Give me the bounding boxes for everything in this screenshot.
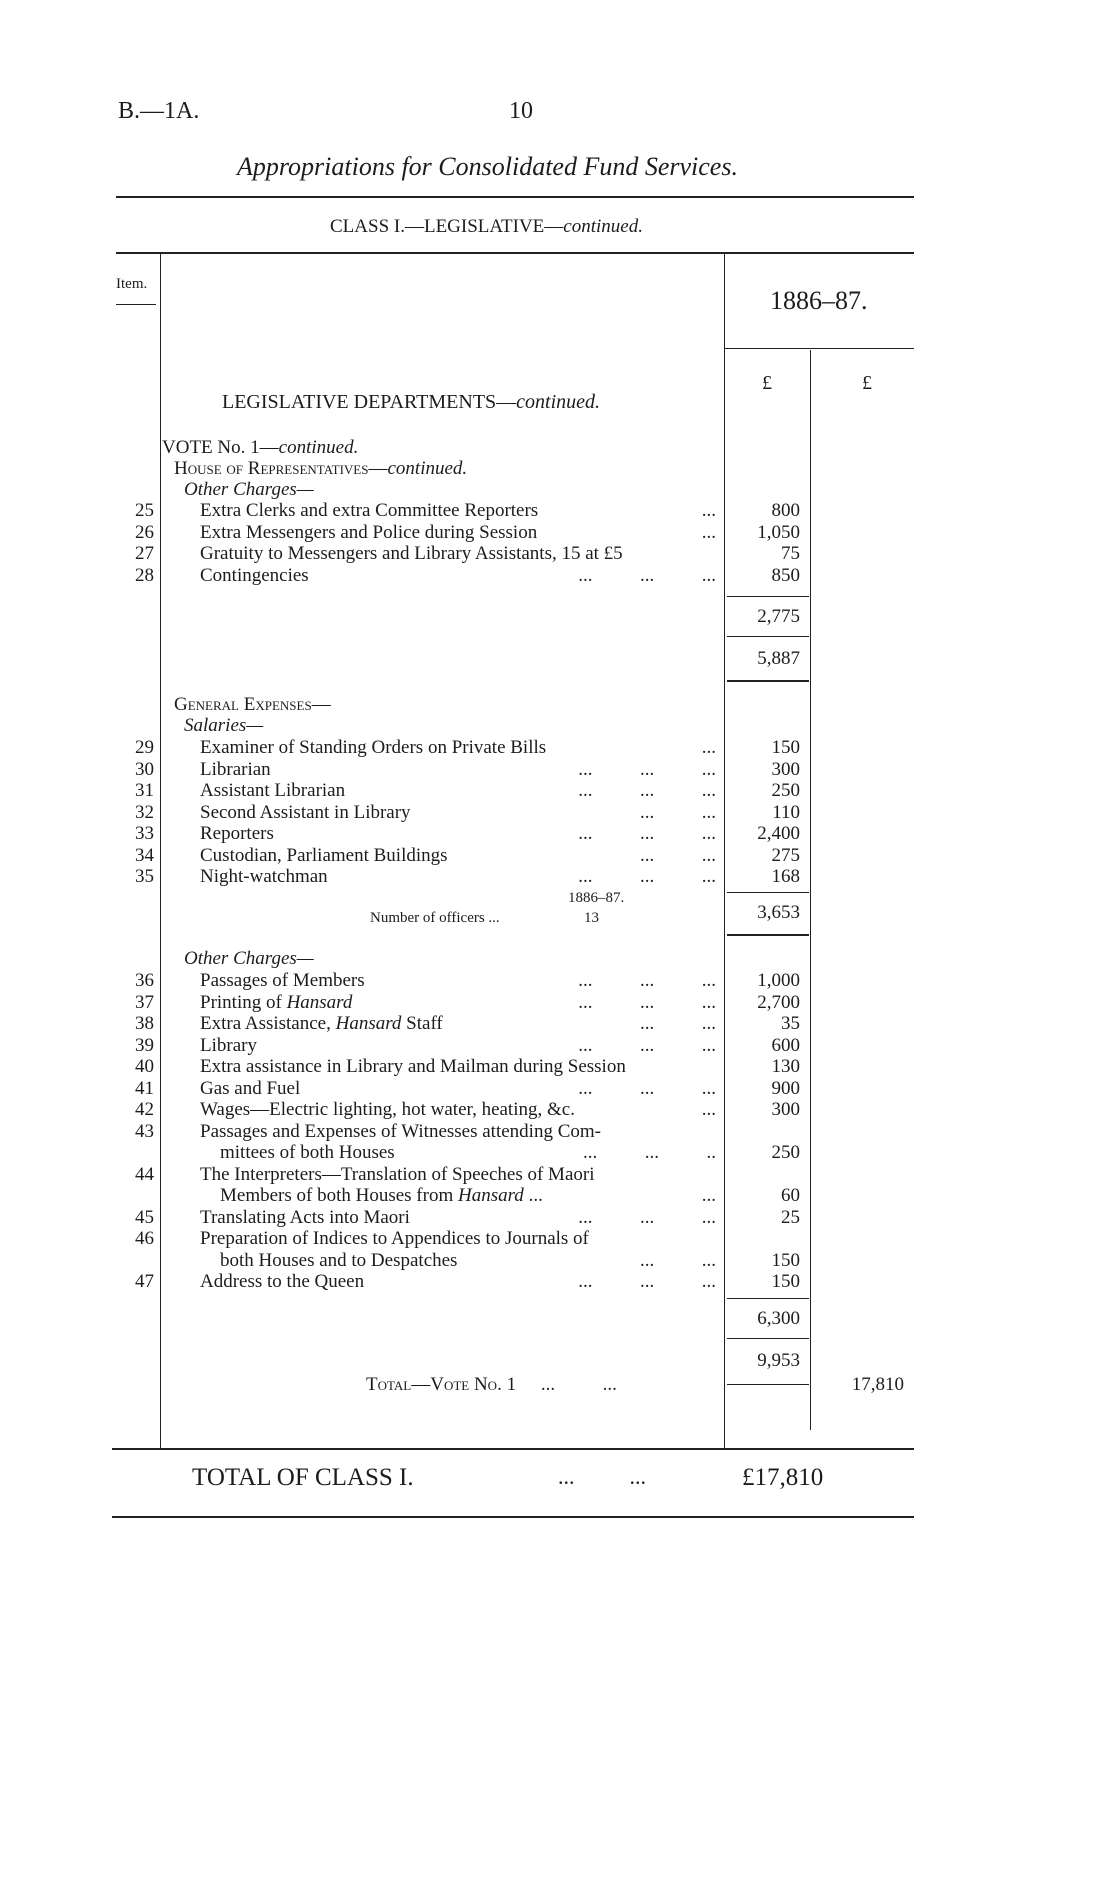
table-top-rule: [116, 252, 914, 254]
vote-label-continued: continued.: [278, 437, 359, 458]
item-number: 32: [135, 801, 154, 823]
page-number: 10: [509, 98, 533, 124]
item-amount: 110: [772, 801, 800, 823]
item-leader-dots: ... ... ...: [578, 823, 716, 844]
item-description: Address to the Queen: [200, 1271, 365, 1292]
item-description: Gas and Fuel: [200, 1077, 301, 1099]
item-description: The Interpreters—Translation of Speeches of Maori: [200, 1163, 595, 1185]
item-leader-dots: ... ...: [640, 801, 716, 823]
vote-total-label: Total—Vote No. 1: [366, 1374, 517, 1395]
item-amount: 900: [771, 1077, 800, 1099]
class-total-dots: ... ...: [558, 1464, 646, 1489]
item-number: 30: [135, 758, 154, 780]
item-description: Contingencies: [200, 564, 309, 586]
page-title: Appropriations for Consolidated Fund Services.: [237, 152, 738, 181]
item-amount: 150: [771, 1271, 800, 1292]
class-heading-continued: continued.: [563, 216, 643, 237]
item-number: 45: [135, 1206, 154, 1228]
item-number: 36: [135, 970, 154, 991]
item-description: Custodian, Parliament Buildings: [200, 844, 448, 866]
item-leader-dots: ... ... ...: [578, 991, 716, 1013]
item-description: Passages of Members: [200, 970, 365, 991]
item-amount: 300: [771, 1099, 800, 1120]
house-subtotal: 2,775: [757, 606, 800, 627]
class-total-rule: [112, 1516, 914, 1518]
house-subtotal-rule: [727, 596, 809, 597]
item-description: Wages—Electric lighting, hot water, heating, &c.: [200, 1099, 575, 1120]
item-number: 47: [135, 1271, 154, 1292]
item-description: Examiner of Standing Orders on Private Bills: [200, 737, 547, 758]
officers-year: 1886–87.: [568, 890, 625, 906]
year-rule: [724, 348, 914, 349]
item-amount: 75: [781, 543, 800, 564]
item-leader-dots: ... ...: [640, 1249, 716, 1271]
general-other-charges-heading: Other Charges—: [184, 948, 314, 969]
item-amount: 300: [771, 758, 800, 780]
item-leader-dots: ... ... ...: [578, 1271, 716, 1292]
item-leader-dots: ...: [701, 521, 716, 543]
item-description: Night-watchman: [200, 866, 328, 887]
item-description: Assistant Librarian: [200, 780, 346, 801]
vote-total-amount: 17,810: [851, 1374, 904, 1395]
other-subtotal: 6,300: [757, 1308, 800, 1329]
item-amount: 130: [771, 1056, 800, 1077]
item-description: Members of both Houses from Hansard ...: [220, 1185, 543, 1206]
item-number: 28: [135, 564, 154, 586]
class-heading-main: CLASS I.—LEGISLATIVE—: [330, 216, 564, 237]
item-leader-dots: ... ... ...: [578, 1034, 716, 1056]
item-description: Passages and Expenses of Witnesses attending Com-: [200, 1120, 601, 1142]
item-amount: 800: [771, 500, 800, 521]
item-amount: 150: [771, 737, 800, 758]
title-rule: [116, 196, 914, 198]
house-subtotal-under-rule: [727, 636, 809, 637]
item-description: Preparation of Indices to Appendices to Journals of: [200, 1228, 589, 1249]
item-description: Gratuity to Messengers and Library Assistants, 15 at £5: [200, 543, 623, 564]
pound-sign-col2: £: [862, 372, 872, 394]
general-total: 9,953: [757, 1350, 800, 1371]
item-number: 42: [135, 1099, 154, 1120]
class-total-label: TOTAL OF CLASS I.: [192, 1464, 414, 1491]
item-description: Translating Acts into Maori: [200, 1206, 410, 1228]
item-leader-dots: ... ...: [640, 844, 716, 866]
departments-heading-continued: continued.: [516, 391, 601, 413]
item-column-divider: [160, 254, 161, 1448]
document-reference: B.—1A.: [118, 98, 200, 124]
house-heading-main: House of Representatives—: [174, 458, 388, 479]
item-number: 31: [135, 780, 154, 801]
house-heading: [174, 458, 467, 479]
item-label-rule: [116, 304, 156, 305]
item-number: 38: [135, 1013, 154, 1034]
item-number: 26: [135, 521, 154, 543]
class-total-amount: £17,810: [742, 1464, 824, 1491]
table-bottom-rule: [112, 1448, 914, 1450]
item-leader-dots: ... ... ...: [578, 758, 716, 780]
other-subtotal-under-rule: [727, 1338, 809, 1339]
item-leader-dots: ... ... ...: [578, 564, 716, 586]
item-amount: 250: [771, 1142, 800, 1163]
salaries-heading: Salaries—: [184, 715, 264, 736]
salary-subtotal: 3,653: [757, 902, 800, 923]
item-amount: 1,000: [757, 970, 800, 991]
item-leader-dots: ...: [701, 737, 716, 758]
item-number: 37: [135, 991, 154, 1013]
item-leader-dots: ...: [701, 500, 716, 521]
item-description: Extra Assistance, Hansard Staff: [200, 1013, 443, 1034]
departments-heading-main: LEGISLATIVE DEPARTMENTS—: [222, 391, 517, 413]
item-description: Librarian: [200, 758, 271, 780]
salary-subtotal-under-rule: [727, 934, 809, 936]
vote-label: VOTE No. 1—: [162, 437, 279, 458]
pound-sign-col1: £: [762, 372, 772, 394]
item-number: 34: [135, 844, 154, 866]
item-amount: 1,050: [757, 521, 800, 543]
item-number: 40: [135, 1056, 154, 1077]
other-subtotal-rule: [727, 1298, 809, 1299]
item-amount: 35: [781, 1013, 800, 1034]
item-description: Extra Clerks and extra Committee Reporters: [200, 500, 539, 521]
item-description: Second Assistant in Library: [200, 801, 411, 823]
item-amount: 25: [781, 1206, 800, 1228]
general-total-rule: [727, 1384, 809, 1385]
item-leader-dots: ... ... ...: [578, 1077, 716, 1099]
salary-subtotal-rule: [727, 892, 809, 893]
item-description: Extra assistance in Library and Mailman during Session: [200, 1056, 626, 1077]
item-description: both Houses and to Despatches: [220, 1249, 458, 1271]
amount-column-divider-left: [724, 254, 725, 1448]
item-leader-dots: ...: [701, 1185, 716, 1206]
officers-count: 13: [584, 910, 599, 926]
item-amount: 60: [781, 1185, 800, 1206]
officers-label: Number of officers ...: [370, 910, 500, 926]
item-amount: 250: [771, 780, 800, 801]
item-number: 25: [135, 500, 154, 521]
vote-total-dots: ... ...: [540, 1374, 617, 1395]
item-number: 43: [135, 1120, 154, 1142]
item-number: 33: [135, 823, 154, 844]
item-number: 27: [135, 543, 154, 564]
amount-column-divider-mid: [810, 350, 811, 1430]
house-other-charges-heading: Other Charges—: [184, 479, 314, 500]
vote-total-row: [366, 1374, 617, 1395]
item-description: Library: [200, 1034, 257, 1056]
item-number: 35: [135, 866, 154, 887]
item-description: mittees of both Houses: [220, 1142, 395, 1163]
house-heading-continued: continued.: [387, 458, 468, 479]
house-total-rule: [727, 680, 809, 682]
item-leader-dots: ... ...: [640, 1013, 716, 1034]
item-amount: 275: [771, 844, 800, 866]
item-leader-dots: ... ... ...: [578, 866, 716, 887]
item-amount: 600: [771, 1034, 800, 1056]
item-amount: 2,400: [757, 823, 800, 844]
item-description: Extra Messengers and Police during Session: [200, 521, 538, 543]
item-amount: 2,700: [757, 991, 800, 1013]
general-expenses-heading: General Expenses—: [174, 694, 331, 715]
year-heading: 1886–87.: [770, 286, 868, 315]
item-number: 39: [135, 1034, 154, 1056]
item-number: 46: [135, 1228, 154, 1249]
item-description: Printing of Hansard: [200, 991, 353, 1013]
item-number: 44: [135, 1163, 154, 1185]
item-leader-dots: ... ... ...: [578, 1206, 716, 1228]
item-leader-dots: ...: [701, 1099, 716, 1120]
item-amount: 850: [771, 564, 800, 586]
item-leader-dots: ... ... ..: [583, 1142, 716, 1163]
house-total: 5,887: [757, 648, 800, 669]
vote-heading: [162, 437, 358, 458]
class-heading: [330, 216, 643, 238]
item-leader-dots: ... ... ...: [578, 970, 716, 991]
item-description: Reporters: [200, 823, 274, 844]
item-number: 41: [135, 1077, 154, 1099]
item-amount: 168: [771, 866, 800, 887]
item-leader-dots: ... ... ...: [578, 780, 716, 801]
departments-heading: [222, 391, 600, 414]
item-amount: 150: [771, 1249, 800, 1271]
item-column-label: Item.: [116, 276, 148, 292]
item-number: 29: [135, 737, 154, 758]
